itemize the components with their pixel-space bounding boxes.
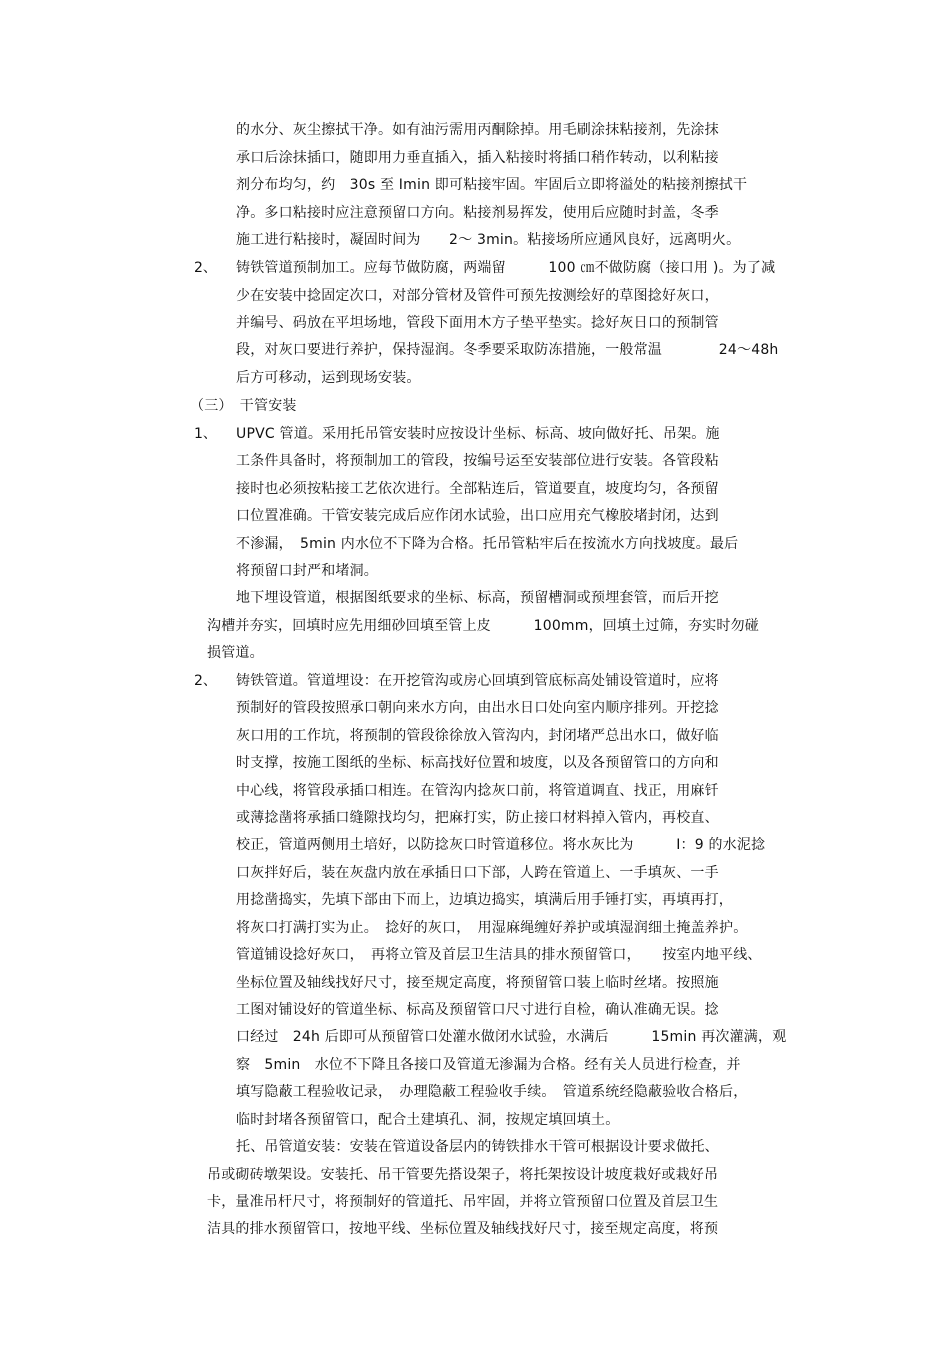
- text-line: 承口后涂抹插口，随即用力垂直插入，插入粘接时将插口稍作转动，以利粘接: [236, 150, 719, 166]
- text-line: UPVC 管道。采用托吊管安装时应按设计坐标、标高、坡向做好托、吊架。施: [236, 426, 720, 442]
- text-line: 的水分、灰尘擦拭干净。如有油污需用丙酮除掉。用毛刷涂抹粘接剂，先涂抹: [236, 122, 719, 138]
- item-number: 2、: [194, 260, 217, 276]
- text-line: 填写隐蔽工程验收记录， 办理隐蔽工程验收手续。 管道系统经隐蔽验收合格后，: [236, 1084, 748, 1100]
- text-line: 或薄捻凿将承插口缝隙找均匀，把麻打实，防止接口材料掉入管内，再校直、: [236, 810, 719, 826]
- text-line: 损管道。: [207, 645, 264, 661]
- text-line: 将预留口封严和堵洞。: [236, 563, 378, 579]
- text-line: 铸铁管道预制加工。应每节做防腐，两端留 100 ㎝不做防腐（接口用 )。为了减: [236, 260, 776, 276]
- text-line: 卡，量准吊杆尺寸，将预制好的管道托、吊牢固，并将立管预留口位置及首层卫生: [207, 1194, 719, 1210]
- text-line: 剂分布均匀，约 30s 至 Imin 即可粘接牢固。牢固后立即将溢处的粘接剂擦拭干: [236, 177, 748, 193]
- text-line: 坐标位置及轴线找好尺寸，接至规定高度，将预留管口装上临时丝堵。按照施: [236, 975, 719, 991]
- text-line: 用捻凿捣实，先填下部由下而上，边填边捣实，填满后用手锤打实，再填再打，: [236, 892, 733, 908]
- text-line: 临时封堵各预留管口，配合土建填孔、洞，按规定填回填土。: [236, 1112, 620, 1128]
- text-line: 时支撑，按施工图纸的坐标、标高找好位置和坡度，以及各预留管口的方向和: [236, 755, 719, 771]
- text-line: 口灰拌好后，装在灰盘内放在承插日口下部，人跨在管道上、一手填灰、一手: [236, 865, 719, 881]
- text-line: 铸铁管道。管道埋设：在开挖管沟或房心回填到管底标高处铺设管道时，应将: [236, 673, 719, 689]
- text-line: 净。多口粘接时应注意预留口方向。粘接剂易挥发，使用后应随时封盖，冬季: [236, 205, 719, 221]
- text-line: 口经过 24h 后即可从预留管口处灌水做闭水试验，水满后 15min 再次灌满，观: [236, 1029, 787, 1045]
- text-line: 吊或砌砖墩架设。安装托、吊干管要先搭设架子，将托架按设计坡度栽好或栽好吊: [207, 1167, 719, 1183]
- text-line: 灰口用的工作坑，将预制的管段徐徐放入管沟内，封闭堵严总出水口，做好临: [236, 728, 719, 744]
- text-line: 不渗漏， 5min 内水位不下降为合格。托吊管粘牢后在按流水方向找坡度。最后: [236, 536, 739, 552]
- item-number: 2、: [194, 673, 217, 689]
- text-line: 托、吊管道安装：安装在管道设备层内的铸铁排水干管可根据设计要求做托、: [236, 1139, 719, 1155]
- text-line: 少在安装中捻固定次口，对部分管材及管件可预先按测绘好的草图捻好灰口，: [236, 288, 719, 304]
- text-line: 工条件具备时，将预制加工的管段，按编号运至安装部位进行安装。各管段粘: [236, 453, 719, 469]
- text-line: 并编号、码放在平坦场地，管段下面用木方子垫平垫实。捻好灰日口的预制管: [236, 315, 719, 331]
- text-line: 察 5min 水位不下降且各接口及管道无渗漏为合格。经有关人员进行检查，并: [236, 1057, 741, 1073]
- item-number: 1、: [194, 426, 217, 442]
- text-line: 工图对铺设好的管道坐标、标高及预留管口尺寸进行自检，确认准确无误。捻: [236, 1002, 719, 1018]
- text-line: 段，对灰口要进行养护，保持湿润。冬季要采取防冻措施，一般常温 24～48h: [236, 342, 779, 358]
- text-line: 校正，管道两侧用土培好，以防捻灰口时管道移位。将水灰比为 I：9 的水泥捻: [236, 837, 766, 853]
- text-line: 洁具的排水预留管口，按地平线、坐标位置及轴线找好尺寸，接至规定高度，将预: [207, 1221, 719, 1237]
- text-line: 将灰口打满打实为止。 捻好的灰口， 用湿麻绳缠好养护或填湿润细土掩盖养护。: [236, 920, 748, 936]
- text-line: 地下埋设管道，根据图纸要求的坐标、标高，预留槽洞或预埋套管，而后开挖: [236, 590, 719, 606]
- text-line: 沟槽并夯实，回填时应先用细砂回填至管上皮 100mm，回填土过筛，夯实时勿碰: [207, 618, 759, 634]
- text-line: 接时也必须按粘接工艺依次进行。全部粘连后，管道要直，坡度均匀，各预留: [236, 481, 719, 497]
- text-line: 预制好的管段按照承口朝向来水方向，由出水日口处向室内顺序排列。开挖捻: [236, 700, 719, 716]
- text-line: 管道铺设捻好灰口， 再将立管及首层卫生洁具的排水预留管口， 按室内地平线、: [236, 947, 762, 963]
- text-line: 施工进行粘接时，凝固时间为 2～ 3min。粘接场所应通风良好，远离明火。: [236, 232, 741, 248]
- section-heading: （三） 干管安装: [190, 398, 297, 414]
- text-line: 后方可移动，运到现场安装。: [236, 370, 421, 386]
- text-line: 中心线，将管段承插口相连。在管沟内捻灰口前，将管道调直、找正，用麻钎: [236, 783, 719, 799]
- text-line: 口位置准确。干管安装完成后应作闭水试验，出口应用充气橡胶堵封闭，达到: [236, 508, 719, 524]
